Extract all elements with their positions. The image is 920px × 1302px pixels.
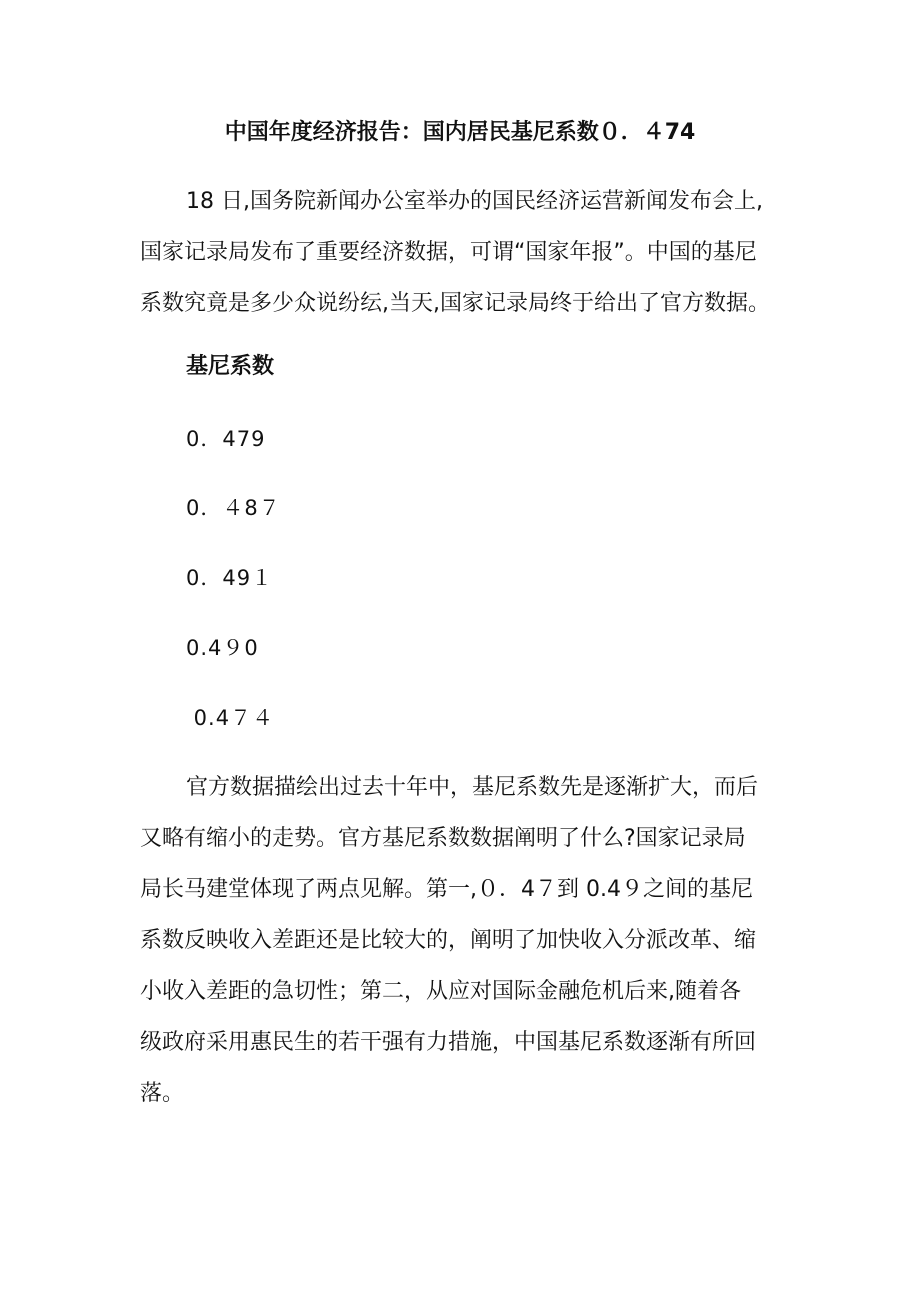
analysis-line: 落。 [140, 1081, 185, 1106]
analysis-line: 又略有缩小的走势。官方基尼系数数据阐明了什么?国家记录局 [140, 826, 746, 851]
gini-value: 0．４8７ [186, 496, 281, 520]
analysis-line: 官方数据描绘出过去十年中，基尼系数先是逐渐扩大，而后 [186, 775, 759, 800]
analysis-line: 局长马建堂体现了两点见解。第一,０．4７到 0.4９之间的基尼 [140, 877, 753, 902]
analysis-line: 级政府采用惠民生的若干强有力措施，中国基尼系数逐渐有所回 [140, 1030, 757, 1055]
analysis-paragraph [140, 762, 790, 1119]
gini-value: 0．49１ [186, 566, 274, 590]
analysis-line: 小收入差距的急切性；第二，从应对国际金融危机后来,随着各 [140, 979, 741, 1004]
gini-heading: 基尼系数 [186, 354, 275, 379]
intro-line: 18 日,国务院新闻办公室举办的国民经济运营新闻发布会上, [186, 189, 763, 214]
gini-value: 0.4９0 [186, 636, 259, 660]
intro-paragraph [140, 176, 790, 329]
analysis-line: 系数反映收入差距还是比较大的，阐明了加快收入分派改革、缩 [140, 928, 757, 953]
document-title: 中国年度经济报告：国内居民基尼系数０．４74 [224, 120, 696, 145]
intro-line: 国家记录局发布了重要经济数据，可谓“国家年报”。中国的基尼 [140, 240, 757, 265]
gini-value: 0．479 [186, 427, 266, 451]
gini-value: 0.4７４ [186, 706, 275, 730]
intro-line: 系数究竟是多少众说纷纭,当天,国家记录局终于给出了官方数据。 [140, 291, 770, 316]
